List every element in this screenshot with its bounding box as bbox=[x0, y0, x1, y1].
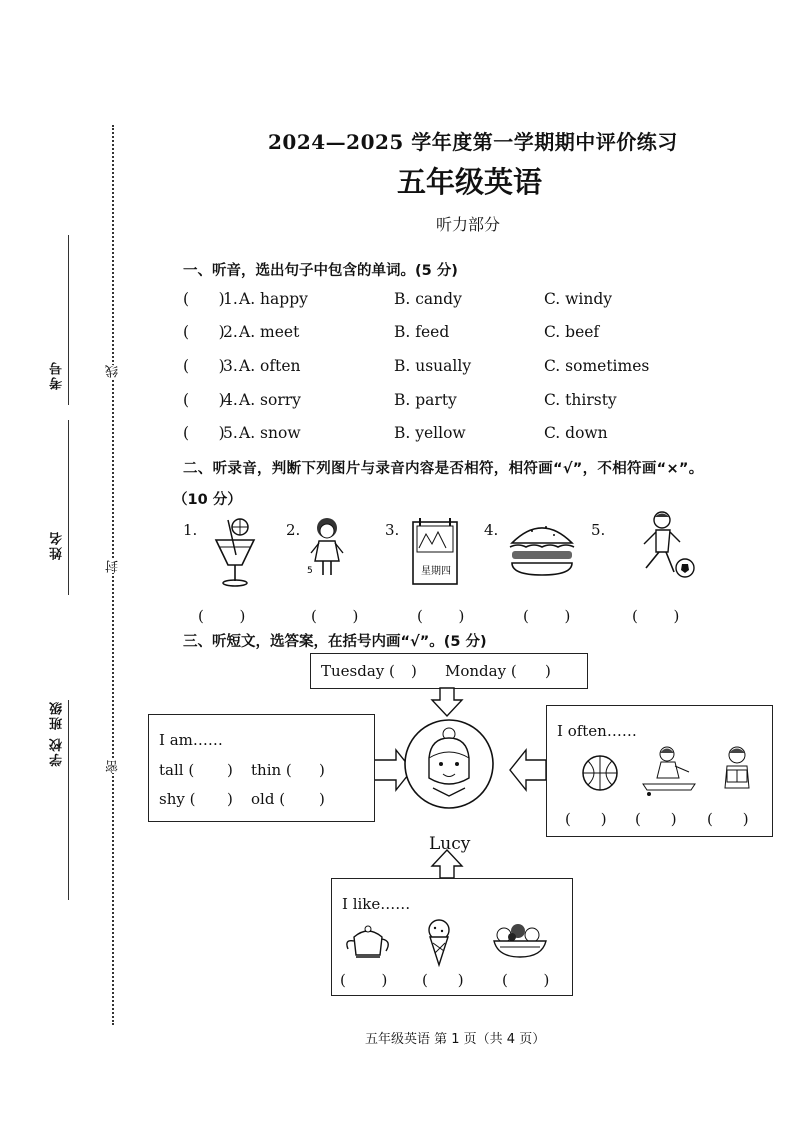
question-number: 1. bbox=[223, 290, 238, 308]
svg-text:5: 5 bbox=[307, 566, 313, 576]
option-a: A. snow bbox=[239, 424, 301, 442]
i-am-intro: I am…… bbox=[159, 731, 223, 749]
item-number: 2. bbox=[286, 521, 301, 539]
question-number: 3. bbox=[223, 357, 238, 375]
seal-secret-char: 密 bbox=[106, 760, 121, 773]
calendar-text: 星期四 bbox=[421, 566, 451, 577]
i-am-box bbox=[148, 714, 375, 822]
lucy-label: Lucy bbox=[429, 834, 471, 854]
answer-paren[interactable]: ( ) bbox=[198, 607, 247, 625]
answer-paren[interactable]: ( ) bbox=[502, 971, 551, 989]
title-year: 2024—2025 学年度第一学期期中评价练习 bbox=[268, 130, 678, 154]
question-number: 2. bbox=[223, 323, 238, 341]
option-b: B. candy bbox=[394, 290, 462, 308]
tall-label: tall ( bbox=[159, 761, 195, 779]
section-subtitle: 听力部分 bbox=[436, 215, 501, 234]
option-c: C. beef bbox=[544, 323, 600, 341]
lucy-portrait-icon bbox=[403, 718, 495, 810]
answer-paren[interactable]: ( ) bbox=[311, 607, 360, 625]
item-number: 4. bbox=[484, 521, 499, 539]
item-number: 3. bbox=[385, 521, 400, 539]
option-b: B. usually bbox=[394, 357, 472, 375]
school-class-label: 学校 班级 bbox=[50, 700, 65, 767]
seal-seal-char: 封 bbox=[106, 560, 121, 573]
option-b: B. yellow bbox=[394, 424, 466, 442]
answer-paren[interactable]: ( ) bbox=[635, 810, 678, 828]
seal-line-char: 线 bbox=[106, 365, 121, 378]
answer-paren[interactable]: ( ) bbox=[183, 357, 225, 375]
question-number: 4. bbox=[223, 391, 238, 409]
i-like-box bbox=[331, 878, 573, 996]
exam-no-label: 考号 bbox=[50, 360, 65, 390]
shy-label: shy ( bbox=[159, 790, 196, 808]
answer-paren[interactable]: ( ) bbox=[340, 971, 389, 989]
item-number: 5. bbox=[591, 521, 606, 539]
monday-close[interactable]: ) bbox=[545, 662, 551, 680]
answer-paren[interactable]: ( ) bbox=[417, 607, 466, 625]
teapot-icon bbox=[344, 921, 392, 961]
answer-paren[interactable]: ( ) bbox=[183, 323, 225, 341]
option-a: A. sorry bbox=[239, 391, 301, 409]
answer-paren[interactable]: ( ) bbox=[523, 607, 572, 625]
option-c: C. windy bbox=[544, 290, 613, 308]
ice-cream-icon bbox=[422, 917, 456, 967]
part1-heading: 一、听音，选出句子中包含的单词。(5 分) bbox=[183, 263, 458, 279]
option-c: C. thirsty bbox=[544, 391, 617, 409]
option-c: C. sometimes bbox=[544, 357, 650, 375]
fruit-salad-icon bbox=[490, 921, 550, 961]
thin-close[interactable]: ) bbox=[319, 761, 325, 779]
name-label: 姓名 bbox=[50, 530, 65, 560]
answer-paren[interactable]: ( ) bbox=[632, 607, 681, 625]
old-label: old ( bbox=[251, 790, 286, 808]
thin-label: thin ( bbox=[251, 761, 292, 779]
page-title: 五年级英语 bbox=[397, 165, 543, 199]
girl-drawing-icon bbox=[639, 744, 699, 798]
old-close[interactable]: ) bbox=[319, 790, 325, 808]
basketball-icon bbox=[581, 754, 619, 792]
boy-reading-icon bbox=[715, 744, 761, 794]
page-footer: 五年级英语 第 1 页（共 4 页） bbox=[365, 1032, 546, 1047]
item-number: 1. bbox=[183, 521, 198, 539]
option-b: B. feed bbox=[394, 323, 450, 341]
tall-close[interactable]: ) bbox=[227, 761, 233, 779]
tuesday-close[interactable]: ) bbox=[411, 662, 417, 680]
question-number: 5. bbox=[223, 424, 238, 442]
monday-label: Monday ( bbox=[445, 662, 517, 680]
option-a: A. often bbox=[239, 357, 301, 375]
shy-close[interactable]: ) bbox=[227, 790, 233, 808]
option-a: A. happy bbox=[239, 290, 308, 308]
answer-paren[interactable]: ( ) bbox=[183, 391, 225, 409]
answer-paren[interactable]: ( ) bbox=[565, 810, 608, 828]
option-b: B. party bbox=[394, 391, 457, 409]
answer-paren[interactable]: ( ) bbox=[707, 810, 750, 828]
answer-paren[interactable]: ( ) bbox=[183, 424, 225, 442]
answer-paren[interactable]: ( ) bbox=[422, 971, 465, 989]
part2-heading: 二、听录音，判断下列图片与录音内容是否相符，相符画“√”，不相符画“×”。 bbox=[183, 461, 704, 477]
part3-heading: 三、听短文，选答案，在括号内画“√”。(5 分) bbox=[183, 634, 487, 650]
i-often-intro: I often…… bbox=[557, 722, 637, 740]
tuesday-label: Tuesday ( bbox=[321, 662, 395, 680]
answer-paren[interactable]: ( ) bbox=[183, 290, 225, 308]
option-c: C. down bbox=[544, 424, 608, 442]
i-like-intro: I like…… bbox=[342, 895, 411, 913]
part2-score: （10 分） bbox=[173, 492, 242, 508]
option-a: A. meet bbox=[239, 323, 300, 341]
i-often-box bbox=[546, 705, 773, 837]
